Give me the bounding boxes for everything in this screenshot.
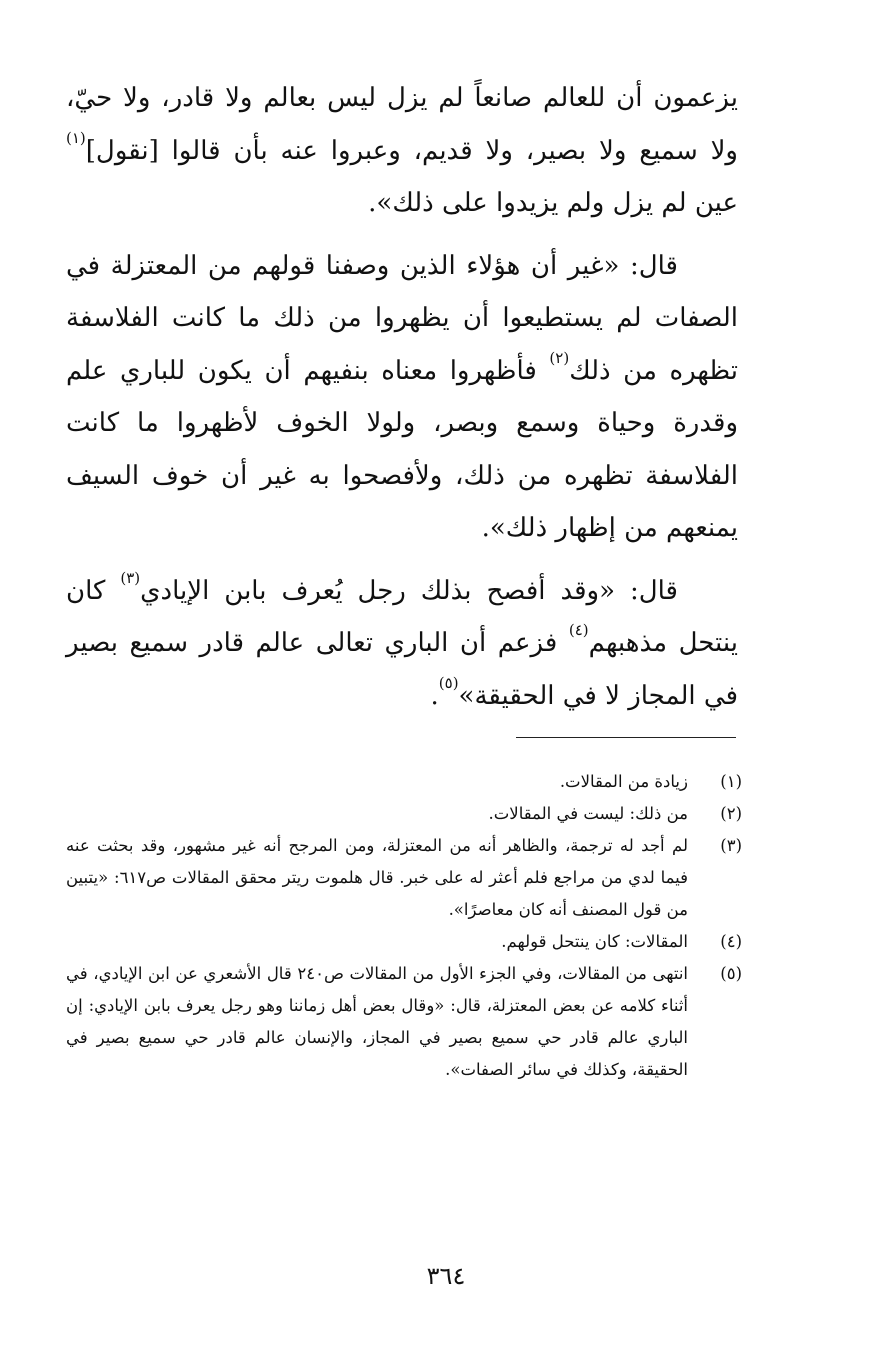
footnote-5	[66, 958, 746, 1086]
footnote-ref-5: (٥)	[438, 673, 459, 692]
footnote-ref-4: (٤)	[568, 621, 589, 639]
footnote-4	[66, 926, 746, 958]
paragraph-2-text: قال: «غير أن هؤلاء الذين وصفنا قولهم من المعتزلة في الصفات لم يستطيعوا أن يظهروا من ذلك ما كانت الفلاسفة تظهره من ذلك	[66, 250, 738, 386]
footnotes-section	[66, 766, 746, 1086]
page-number: ٣٦٤	[426, 1262, 466, 1290]
footnote-number: (٥)	[720, 964, 742, 983]
footnote-text: انتهى من المقالات، وفي الجزء الأول من المقالات ص٢٤٠ قال الأشعري عن ابن الإيادي، في أثناء كلامه عن بعض المعتزلة، قال: «وقال بعض أهل زماننا وهو رجل يعرف بابن الإيادي: إن الباري عالم قادر حي سميع بصير في المجاز، والإنسان عالم قادر حي سميع بصير في الحقيقة، وكذلك في سائر الصفات».	[66, 964, 689, 1079]
footnote-text: المقالات: كان ينتحل قولهم.	[501, 932, 688, 951]
paragraph-3-mid2: فزعم أن الباري تعالى عالم قادر سميع بصير في المجاز لا في الحقيقة»	[66, 628, 738, 711]
footnote-1	[66, 766, 746, 798]
footnote-2	[66, 798, 746, 830]
footnote-number: (٣)	[720, 836, 742, 855]
footnote-number: (٢)	[720, 804, 742, 823]
footnote-ref-1: (١)	[66, 128, 86, 147]
footnote-3	[66, 830, 746, 926]
footnote-text: زيادة من المقالات.	[559, 772, 688, 791]
paragraph-3	[66, 565, 738, 723]
paragraph-1	[66, 72, 738, 230]
footnote-ref-3: (٣)	[120, 568, 141, 587]
paragraph-3-text: قال: «وقد أفصح بذلك رجل يُعرف بابن الإيادي	[140, 575, 678, 606]
footnote-number: (٤)	[720, 932, 742, 951]
paragraph-1-tail: عين لم يزل ولم يزيدوا على ذلك».	[368, 188, 738, 218]
paragraph-1-text: يزعمون أن للعالم صانعاً لم يزل ليس بعالم ولا قادر، ولا حيّ، ولا سميع ولا بصير، ولا قديم، وعبروا عنه بأن قالوا [نقول]	[66, 83, 738, 166]
main-body-text	[66, 72, 738, 732]
paragraph-3-tail: .	[430, 680, 439, 711]
paragraph-2-tail: فأظهروا معناه بنفيهم أن يكون للباري علم وقدرة وحياة وسمع وبصر، ولولا الخوف لأظهروا ما كانت الفلاسفة تظهره من ذلك، ولأفصحوا به غير أن خوف السيف يمنعهم من إظهار ذلك».	[66, 355, 738, 543]
footnote-divider	[516, 737, 736, 738]
footnote-ref-2: (٢)	[549, 348, 570, 367]
footnote-text: لم أجد له ترجمة، والظاهر أنه من المعتزلة، ومن المرجح أنه غير مشهور، وقد بحثت عنه فيما لدي من مراجع فلم أعثر له على خبر. قال هلموت ريتر محقق المقالات ص٦١٧: «يتبين من قول المصنف أنه كان معاصرًا».	[66, 836, 688, 919]
paragraph-3-mid: كان ينتحل مذهبهم	[66, 575, 738, 658]
footnote-text: من ذلك: ليست في المقالات.	[488, 804, 688, 823]
footnote-number: (١)	[720, 772, 742, 791]
paragraph-2	[66, 240, 738, 555]
